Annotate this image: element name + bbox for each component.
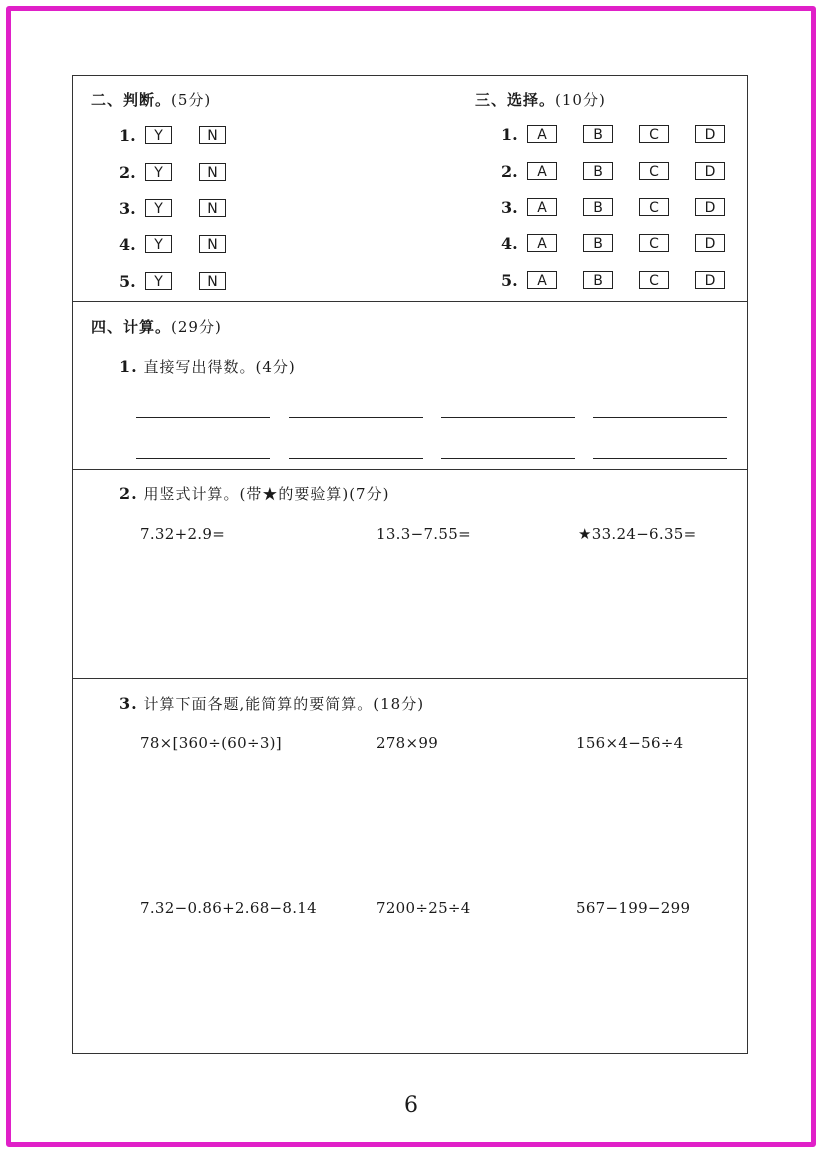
option-c-box[interactable]: C bbox=[639, 125, 669, 143]
expression: 78×[360÷(60÷3)] bbox=[140, 734, 282, 752]
answer-blank[interactable] bbox=[593, 458, 727, 459]
yes-box[interactable]: Y bbox=[145, 235, 172, 253]
question-number: 1. bbox=[119, 357, 138, 376]
question-number: 5. bbox=[501, 270, 518, 290]
no-box[interactable]: N bbox=[199, 126, 226, 144]
page-number: 6 bbox=[404, 1093, 418, 1118]
choice-row bbox=[501, 233, 725, 253]
option-d-box[interactable]: D bbox=[695, 162, 725, 180]
judge-row bbox=[119, 162, 226, 182]
option-d-box[interactable]: D bbox=[695, 271, 725, 289]
judge-points: (5分) bbox=[171, 91, 212, 109]
expression: 7200÷25÷4 bbox=[376, 899, 471, 917]
q3-title bbox=[119, 693, 424, 714]
option-a-box[interactable]: A bbox=[527, 162, 557, 180]
choice-points: (10分) bbox=[555, 91, 606, 109]
expression: 567−199−299 bbox=[576, 899, 691, 917]
expression: 13.3−7.55= bbox=[376, 525, 471, 543]
answer-blank[interactable] bbox=[593, 417, 727, 418]
question-number: 2. bbox=[119, 162, 136, 182]
answer-blank[interactable] bbox=[289, 458, 423, 459]
judge-title: 二、判断。 bbox=[91, 91, 172, 109]
q1-title bbox=[119, 356, 296, 377]
divider-q3 bbox=[73, 678, 747, 679]
option-a-box[interactable]: A bbox=[527, 234, 557, 252]
option-c-box[interactable]: C bbox=[639, 234, 669, 252]
option-b-box[interactable]: B bbox=[583, 234, 613, 252]
worksheet bbox=[72, 75, 748, 1054]
divider-q2 bbox=[73, 469, 747, 470]
question-number: 5. bbox=[119, 271, 136, 291]
option-b-box[interactable]: B bbox=[583, 271, 613, 289]
q3-instruction: 计算下面各题,能简算的要简算。(18分) bbox=[143, 695, 425, 713]
option-b-box[interactable]: B bbox=[583, 162, 613, 180]
answer-blank[interactable] bbox=[136, 417, 270, 418]
yes-box[interactable]: Y bbox=[145, 199, 172, 217]
choice-section-title bbox=[475, 89, 606, 110]
option-a-box[interactable]: A bbox=[527, 198, 557, 216]
yes-box[interactable]: Y bbox=[145, 126, 172, 144]
expression: 278×99 bbox=[376, 734, 439, 752]
calc-section-title bbox=[91, 316, 222, 337]
judge-row bbox=[119, 234, 226, 254]
answer-blank[interactable] bbox=[136, 458, 270, 459]
option-a-box[interactable]: A bbox=[527, 125, 557, 143]
no-box[interactable]: N bbox=[199, 235, 226, 253]
question-number: 2. bbox=[119, 484, 138, 503]
answer-blank[interactable] bbox=[289, 417, 423, 418]
option-d-box[interactable]: D bbox=[695, 234, 725, 252]
question-number: 3. bbox=[119, 694, 138, 713]
q2-instruction: 用竖式计算。(带★的要验算)(7分) bbox=[143, 485, 390, 503]
judge-row bbox=[119, 125, 226, 145]
choice-row bbox=[501, 124, 725, 144]
option-d-box[interactable]: D bbox=[695, 198, 725, 216]
question-number: 2. bbox=[501, 161, 518, 181]
no-box[interactable]: N bbox=[199, 163, 226, 181]
option-c-box[interactable]: C bbox=[639, 162, 669, 180]
expression: ★33.24−6.35= bbox=[578, 525, 697, 543]
question-number: 1. bbox=[501, 124, 518, 144]
question-number: 1. bbox=[119, 125, 136, 145]
calc-title: 四、计算。 bbox=[91, 318, 172, 336]
question-number: 4. bbox=[119, 234, 136, 254]
expression: 7.32−0.86+2.68−8.14 bbox=[140, 899, 317, 917]
option-a-box[interactable]: A bbox=[527, 271, 557, 289]
judge-section-title bbox=[91, 89, 211, 110]
question-number: 3. bbox=[119, 198, 136, 218]
question-number: 3. bbox=[501, 197, 518, 217]
question-number: 4. bbox=[501, 233, 518, 253]
judge-row bbox=[119, 271, 226, 291]
option-b-box[interactable]: B bbox=[583, 198, 613, 216]
q2-title bbox=[119, 483, 389, 504]
q1-instruction: 直接写出得数。(4分) bbox=[143, 358, 296, 376]
choice-row bbox=[501, 197, 725, 217]
expression: 156×4−56÷4 bbox=[576, 734, 684, 752]
yes-box[interactable]: Y bbox=[145, 272, 172, 290]
answer-blank[interactable] bbox=[441, 417, 575, 418]
choice-title: 三、选择。 bbox=[475, 91, 556, 109]
option-b-box[interactable]: B bbox=[583, 125, 613, 143]
expression: 7.32+2.9= bbox=[140, 525, 226, 543]
option-c-box[interactable]: C bbox=[639, 271, 669, 289]
yes-box[interactable]: Y bbox=[145, 163, 172, 181]
calc-points: (29分) bbox=[171, 318, 222, 336]
choice-row bbox=[501, 161, 725, 181]
choice-row bbox=[501, 270, 725, 290]
judge-row bbox=[119, 198, 226, 218]
no-box[interactable]: N bbox=[199, 272, 226, 290]
no-box[interactable]: N bbox=[199, 199, 226, 217]
divider-calc bbox=[73, 301, 747, 302]
option-d-box[interactable]: D bbox=[695, 125, 725, 143]
option-c-box[interactable]: C bbox=[639, 198, 669, 216]
answer-blank[interactable] bbox=[441, 458, 575, 459]
